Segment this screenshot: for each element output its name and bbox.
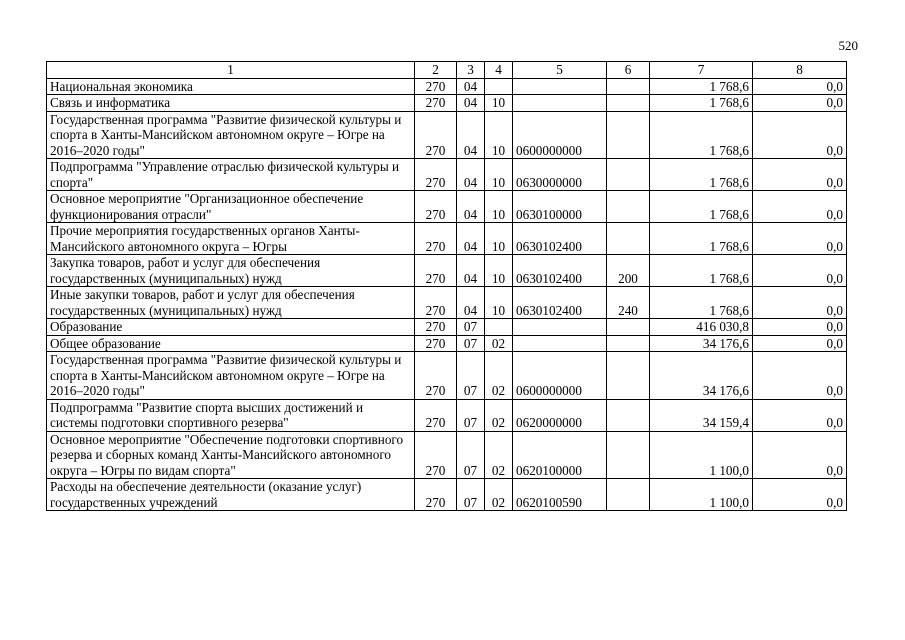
- amount-secondary-cell: 0,0: [753, 95, 847, 112]
- subsection-code-cell: 02: [485, 431, 513, 479]
- ministry-code-cell: 270: [415, 399, 457, 431]
- item-name-cell: Подпрограмма "Управление отраслью физической культуры и спорта": [47, 159, 415, 191]
- ministry-code-cell: 270: [415, 78, 457, 95]
- target-article-code-cell: [513, 78, 607, 95]
- target-article-code-cell: 0620100000: [513, 431, 607, 479]
- target-article-code-cell: 0600000000: [513, 111, 607, 159]
- column-header: 5: [513, 62, 607, 79]
- ministry-code-cell: 270: [415, 287, 457, 319]
- item-name-cell: Основное мероприятие "Организационное обеспечение функционирования отрасли": [47, 191, 415, 223]
- table-row: [47, 399, 847, 431]
- amount-secondary-cell: 0,0: [753, 111, 847, 159]
- target-article-code-cell: 0630102400: [513, 255, 607, 287]
- expense-type-code-cell: 240: [607, 287, 650, 319]
- amount-cell: 34 176,6: [650, 335, 753, 352]
- amount-cell: 1 768,6: [650, 95, 753, 112]
- table-row: [47, 335, 847, 352]
- section-code-cell: 04: [457, 223, 485, 255]
- table-row: [47, 352, 847, 400]
- subsection-code-cell: 02: [485, 479, 513, 511]
- amount-secondary-cell: 0,0: [753, 431, 847, 479]
- section-code-cell: 07: [457, 335, 485, 352]
- table-row: [47, 255, 847, 287]
- expense-type-code-cell: [607, 319, 650, 336]
- ministry-code-cell: 270: [415, 335, 457, 352]
- table-header-row: [47, 62, 847, 79]
- amount-cell: 1 100,0: [650, 479, 753, 511]
- item-name-cell: Иные закупки товаров, работ и услуг для обеспечения государственных (муниципальных) нужд: [47, 287, 415, 319]
- subsection-code-cell: 10: [485, 159, 513, 191]
- expense-type-code-cell: [607, 111, 650, 159]
- ministry-code-cell: 270: [415, 255, 457, 287]
- section-code-cell: 04: [457, 159, 485, 191]
- subsection-code-cell: 10: [485, 255, 513, 287]
- amount-secondary-cell: 0,0: [753, 191, 847, 223]
- expense-type-code-cell: [607, 399, 650, 431]
- subsection-code-cell: [485, 78, 513, 95]
- ministry-code-cell: 270: [415, 479, 457, 511]
- table-row: [47, 479, 847, 511]
- target-article-code-cell: 0630102400: [513, 287, 607, 319]
- target-article-code-cell: 0630100000: [513, 191, 607, 223]
- amount-cell: 1 768,6: [650, 78, 753, 95]
- amount-cell: 34 159,4: [650, 399, 753, 431]
- amount-secondary-cell: 0,0: [753, 352, 847, 400]
- section-code-cell: 04: [457, 111, 485, 159]
- amount-cell: 1 768,6: [650, 287, 753, 319]
- amount-secondary-cell: 0,0: [753, 255, 847, 287]
- column-header: 8: [753, 62, 847, 79]
- subsection-code-cell: 02: [485, 399, 513, 431]
- subsection-code-cell: 10: [485, 223, 513, 255]
- item-name-cell: Государственная программа "Развитие физической культуры и спорта в Ханты-Мансийском автономном округе – Югре на 2016–2020 годы": [47, 111, 415, 159]
- ministry-code-cell: 270: [415, 223, 457, 255]
- ministry-code-cell: 270: [415, 191, 457, 223]
- section-code-cell: 04: [457, 191, 485, 223]
- subsection-code-cell: [485, 319, 513, 336]
- amount-secondary-cell: 0,0: [753, 287, 847, 319]
- amount-cell: 1 768,6: [650, 191, 753, 223]
- ministry-code-cell: 270: [415, 95, 457, 112]
- item-name-cell: Прочие мероприятия государственных органов Ханты-Мансийского автономного округа – Югры: [47, 223, 415, 255]
- amount-cell: 34 176,6: [650, 352, 753, 400]
- expense-type-code-cell: [607, 479, 650, 511]
- amount-secondary-cell: 0,0: [753, 319, 847, 336]
- section-code-cell: 04: [457, 95, 485, 112]
- column-header: 1: [47, 62, 415, 79]
- subsection-code-cell: 10: [485, 191, 513, 223]
- table-row: [47, 95, 847, 112]
- target-article-code-cell: [513, 95, 607, 112]
- section-code-cell: 07: [457, 319, 485, 336]
- expense-type-code-cell: [607, 95, 650, 112]
- item-name-cell: Подпрограмма "Развитие спорта высших достижений и системы подготовки спортивного резерва": [47, 399, 415, 431]
- expense-type-code-cell: [607, 78, 650, 95]
- subsection-code-cell: 10: [485, 95, 513, 112]
- amount-secondary-cell: 0,0: [753, 159, 847, 191]
- section-code-cell: 04: [457, 287, 485, 319]
- amount-secondary-cell: 0,0: [753, 479, 847, 511]
- target-article-code-cell: [513, 335, 607, 352]
- section-code-cell: 04: [457, 255, 485, 287]
- table-body: [47, 78, 847, 511]
- amount-cell: 1 768,6: [650, 159, 753, 191]
- column-header: 6: [607, 62, 650, 79]
- table-row: [47, 319, 847, 336]
- column-header: 4: [485, 62, 513, 79]
- section-code-cell: 04: [457, 78, 485, 95]
- table-row: [47, 287, 847, 319]
- amount-cell: 1 768,6: [650, 111, 753, 159]
- subsection-code-cell: 10: [485, 287, 513, 319]
- table-row: [47, 159, 847, 191]
- target-article-code-cell: 0630102400: [513, 223, 607, 255]
- section-code-cell: 07: [457, 479, 485, 511]
- item-name-cell: Закупка товаров, работ и услуг для обеспечения государственных (муниципальных) нужд: [47, 255, 415, 287]
- amount-secondary-cell: 0,0: [753, 223, 847, 255]
- target-article-code-cell: 0620100590: [513, 479, 607, 511]
- ministry-code-cell: 270: [415, 431, 457, 479]
- ministry-code-cell: 270: [415, 352, 457, 400]
- column-header: 7: [650, 62, 753, 79]
- amount-cell: 1 768,6: [650, 223, 753, 255]
- table-row: [47, 431, 847, 479]
- target-article-code-cell: [513, 319, 607, 336]
- column-header: 2: [415, 62, 457, 79]
- expense-type-code-cell: [607, 335, 650, 352]
- amount-secondary-cell: 0,0: [753, 335, 847, 352]
- amount-cell: 1 768,6: [650, 255, 753, 287]
- section-code-cell: 07: [457, 352, 485, 400]
- page-number: 520: [838, 38, 858, 53]
- column-header: 3: [457, 62, 485, 79]
- budget-table: [46, 61, 847, 511]
- item-name-cell: Общее образование: [47, 335, 415, 352]
- ministry-code-cell: 270: [415, 111, 457, 159]
- ministry-code-cell: 270: [415, 159, 457, 191]
- amount-cell: 416 030,8: [650, 319, 753, 336]
- ministry-code-cell: 270: [415, 319, 457, 336]
- table-row: [47, 111, 847, 159]
- section-code-cell: 07: [457, 399, 485, 431]
- amount-secondary-cell: 0,0: [753, 399, 847, 431]
- subsection-code-cell: 02: [485, 335, 513, 352]
- target-article-code-cell: 0630000000: [513, 159, 607, 191]
- table-row: [47, 223, 847, 255]
- amount-cell: 1 100,0: [650, 431, 753, 479]
- expense-type-code-cell: [607, 352, 650, 400]
- expense-type-code-cell: 200: [607, 255, 650, 287]
- target-article-code-cell: 0620000000: [513, 399, 607, 431]
- table-row: [47, 191, 847, 223]
- item-name-cell: Государственная программа "Развитие физической культуры и спорта в Ханты-Мансийском автономном округе – Югре на 2016–2020 годы": [47, 352, 415, 400]
- item-name-cell: Связь и информатика: [47, 95, 415, 112]
- expense-type-code-cell: [607, 191, 650, 223]
- item-name-cell: Национальная экономика: [47, 78, 415, 95]
- item-name-cell: Основное мероприятие "Обеспечение подготовки спортивного резерва и сборных команд Ханты-Мансийского автономного округа – Югры по видам спорта": [47, 431, 415, 479]
- target-article-code-cell: 0600000000: [513, 352, 607, 400]
- item-name-cell: Образование: [47, 319, 415, 336]
- expense-type-code-cell: [607, 223, 650, 255]
- subsection-code-cell: 02: [485, 352, 513, 400]
- subsection-code-cell: 10: [485, 111, 513, 159]
- amount-secondary-cell: 0,0: [753, 78, 847, 95]
- section-code-cell: 07: [457, 431, 485, 479]
- expense-type-code-cell: [607, 159, 650, 191]
- table-row: [47, 78, 847, 95]
- item-name-cell: Расходы на обеспечение деятельности (оказание услуг) государственных учреждений: [47, 479, 415, 511]
- expense-type-code-cell: [607, 431, 650, 479]
